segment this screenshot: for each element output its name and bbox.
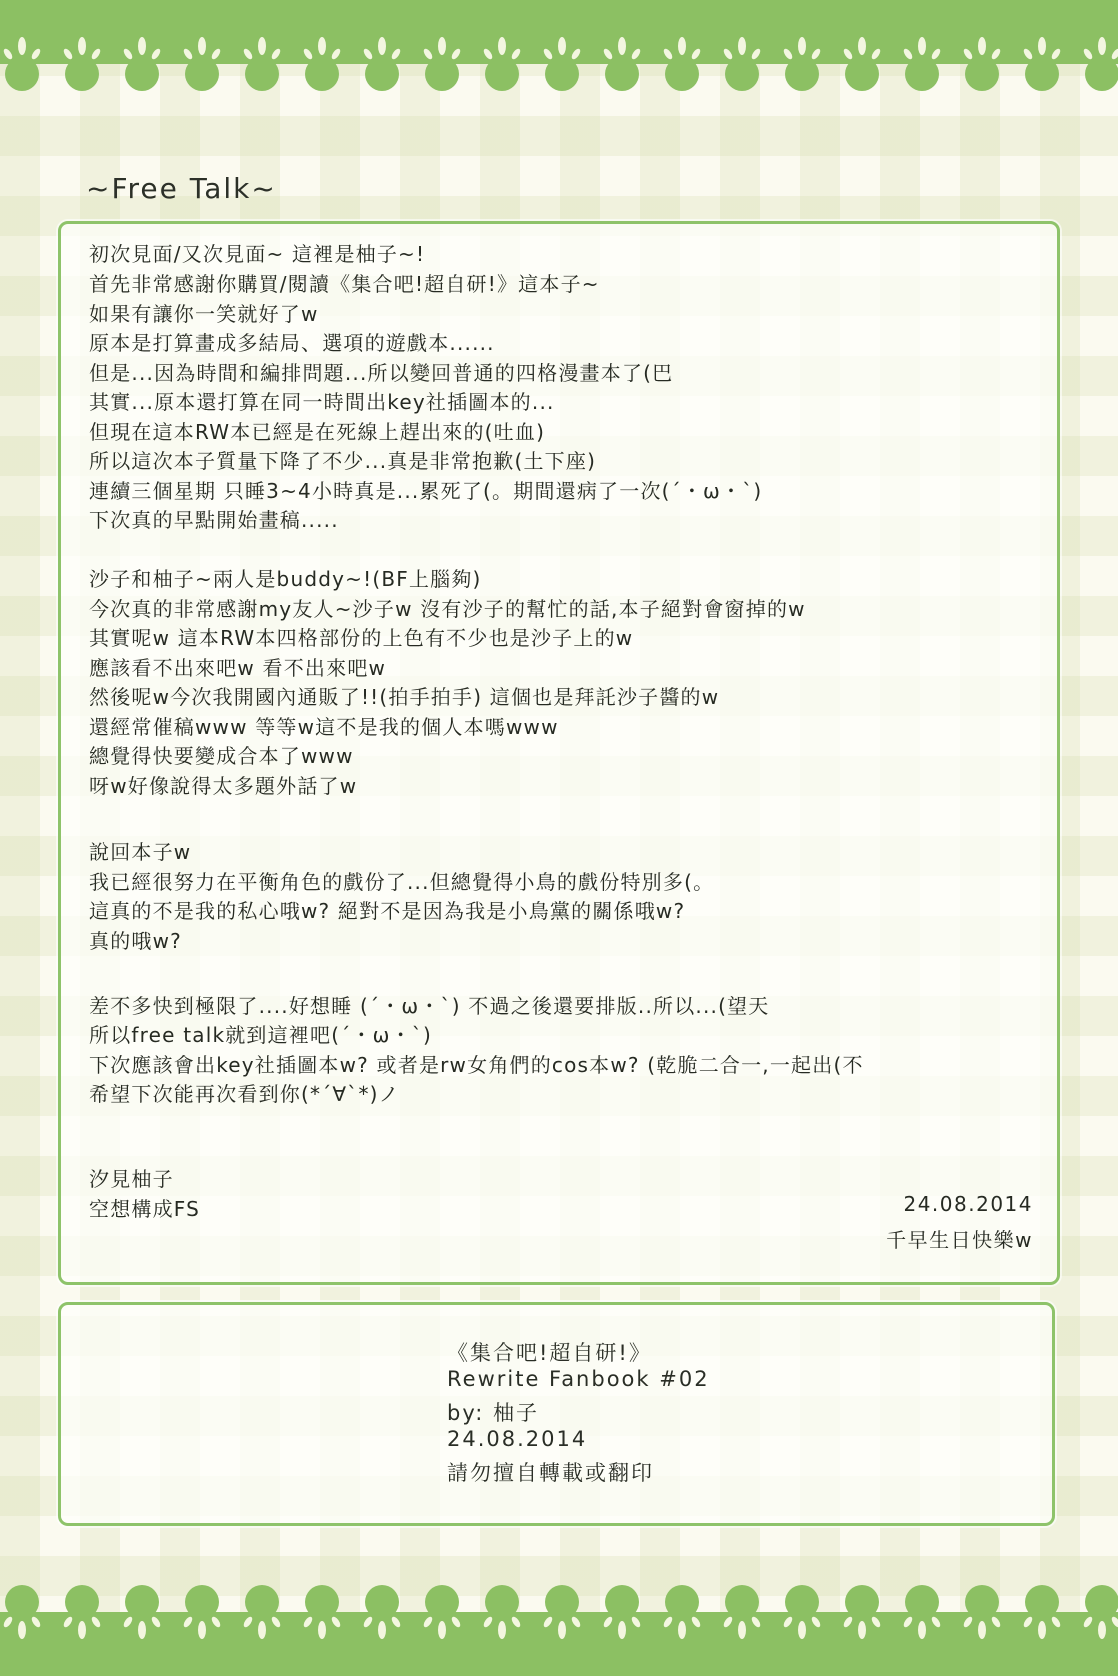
text-line: 下次應該會出key社插圖本w? 或者是rw女角們的cos本w? (乾脆二合一,一起出(不 [89, 1053, 864, 1077]
text-line: 但現在這本RW本已經是在死線上趕出來的(吐血) [89, 420, 546, 444]
text-line: 然後呢w今次我開國內通販了!!(拍手拍手) 這個也是拜託沙子醬的w [89, 685, 720, 709]
free-talk-date-note: 千早生日快樂w [886, 1228, 1033, 1252]
free-talk-date: 24.08.2014 [903, 1192, 1033, 1216]
free-talk-box [58, 221, 1060, 1285]
text-line: 應該看不出來吧w 看不出來吧w [89, 656, 387, 680]
text-line: 沙子和柚子~兩人是buddy~!(BF上腦夠) [89, 567, 482, 591]
colophon-book-title: 《集合吧!超自研!》 [447, 1341, 652, 1365]
signature-circle: 空想構成FS [89, 1197, 201, 1221]
page-title: ~Free Talk~ [86, 172, 277, 205]
text-line: 其實...原本還打算在同一時間出key社插圖本的... [89, 390, 555, 414]
text-line: 初次見面/又次見面~ 這裡是柚子~! [89, 242, 426, 266]
text-line: 這真的不是我的私心哦w? 絕對不是因為我是小鳥黨的關係哦w? [89, 899, 686, 923]
text-line: 首先非常感謝你購買/閱讀《集合吧!超自研!》這本子~ [89, 272, 600, 296]
signature-name: 汐見柚子 [89, 1167, 174, 1191]
text-line: 所以free talk就到這裡吧(´・ω・`) [89, 1023, 432, 1047]
text-line: 原本是打算畫成多結局、選項的遊戲本...... [89, 331, 495, 355]
text-line: 真的哦w? [89, 929, 182, 953]
colophon-author: by: 柚子 [447, 1401, 539, 1425]
text-line: 連續三個星期 只睡3~4小時真是...累死了(。期間還病了一次(´・ω・`) [89, 479, 763, 503]
text-line: 今次真的非常感謝my友人~沙子w 沒有沙子的幫忙的話,本子絕對會窗掉的w [89, 597, 806, 621]
text-line: 說回本子w [89, 840, 192, 864]
colophon-series: Rewrite Fanbook #02 [447, 1367, 710, 1391]
text-line: 希望下次能再次看到你(*´∀`*)ノ [89, 1082, 400, 1106]
text-line: 所以這次本子質量下降了不少...真是非常抱歉(土下座) [89, 449, 597, 473]
text-line: 下次真的早點開始畫稿..... [89, 508, 339, 532]
colophon-notice: 請勿擅自轉載或翻印 [447, 1461, 654, 1485]
text-line: 但是...因為時間和編排問題...所以變回普通的四格漫畫本了(巴 [89, 361, 674, 385]
text-line: 如果有讓你一笑就好了w [89, 302, 319, 326]
colophon-date: 24.08.2014 [447, 1427, 588, 1451]
text-line: 呀w好像說得太多題外話了w [89, 774, 358, 798]
text-line: 其實呢w 這本RW本四格部份的上色有不少也是沙子上的w [89, 626, 634, 650]
text-line: 差不多快到極限了....好想睡 (´・ω・`) 不過之後還要排版..所以...(望天 [89, 994, 770, 1018]
text-line: 還經常催稿www 等等w這不是我的個人本嗎www [89, 715, 559, 739]
text-line: 總覺得快要變成合本了www [89, 744, 354, 768]
top-lace-border [0, 0, 1118, 100]
colophon-box [58, 1302, 1055, 1526]
text-line: 我已經很努力在平衡角色的戲份了...但總覺得小鳥的戲份特別多(。 [89, 870, 715, 894]
bottom-lace-border [0, 1576, 1118, 1676]
